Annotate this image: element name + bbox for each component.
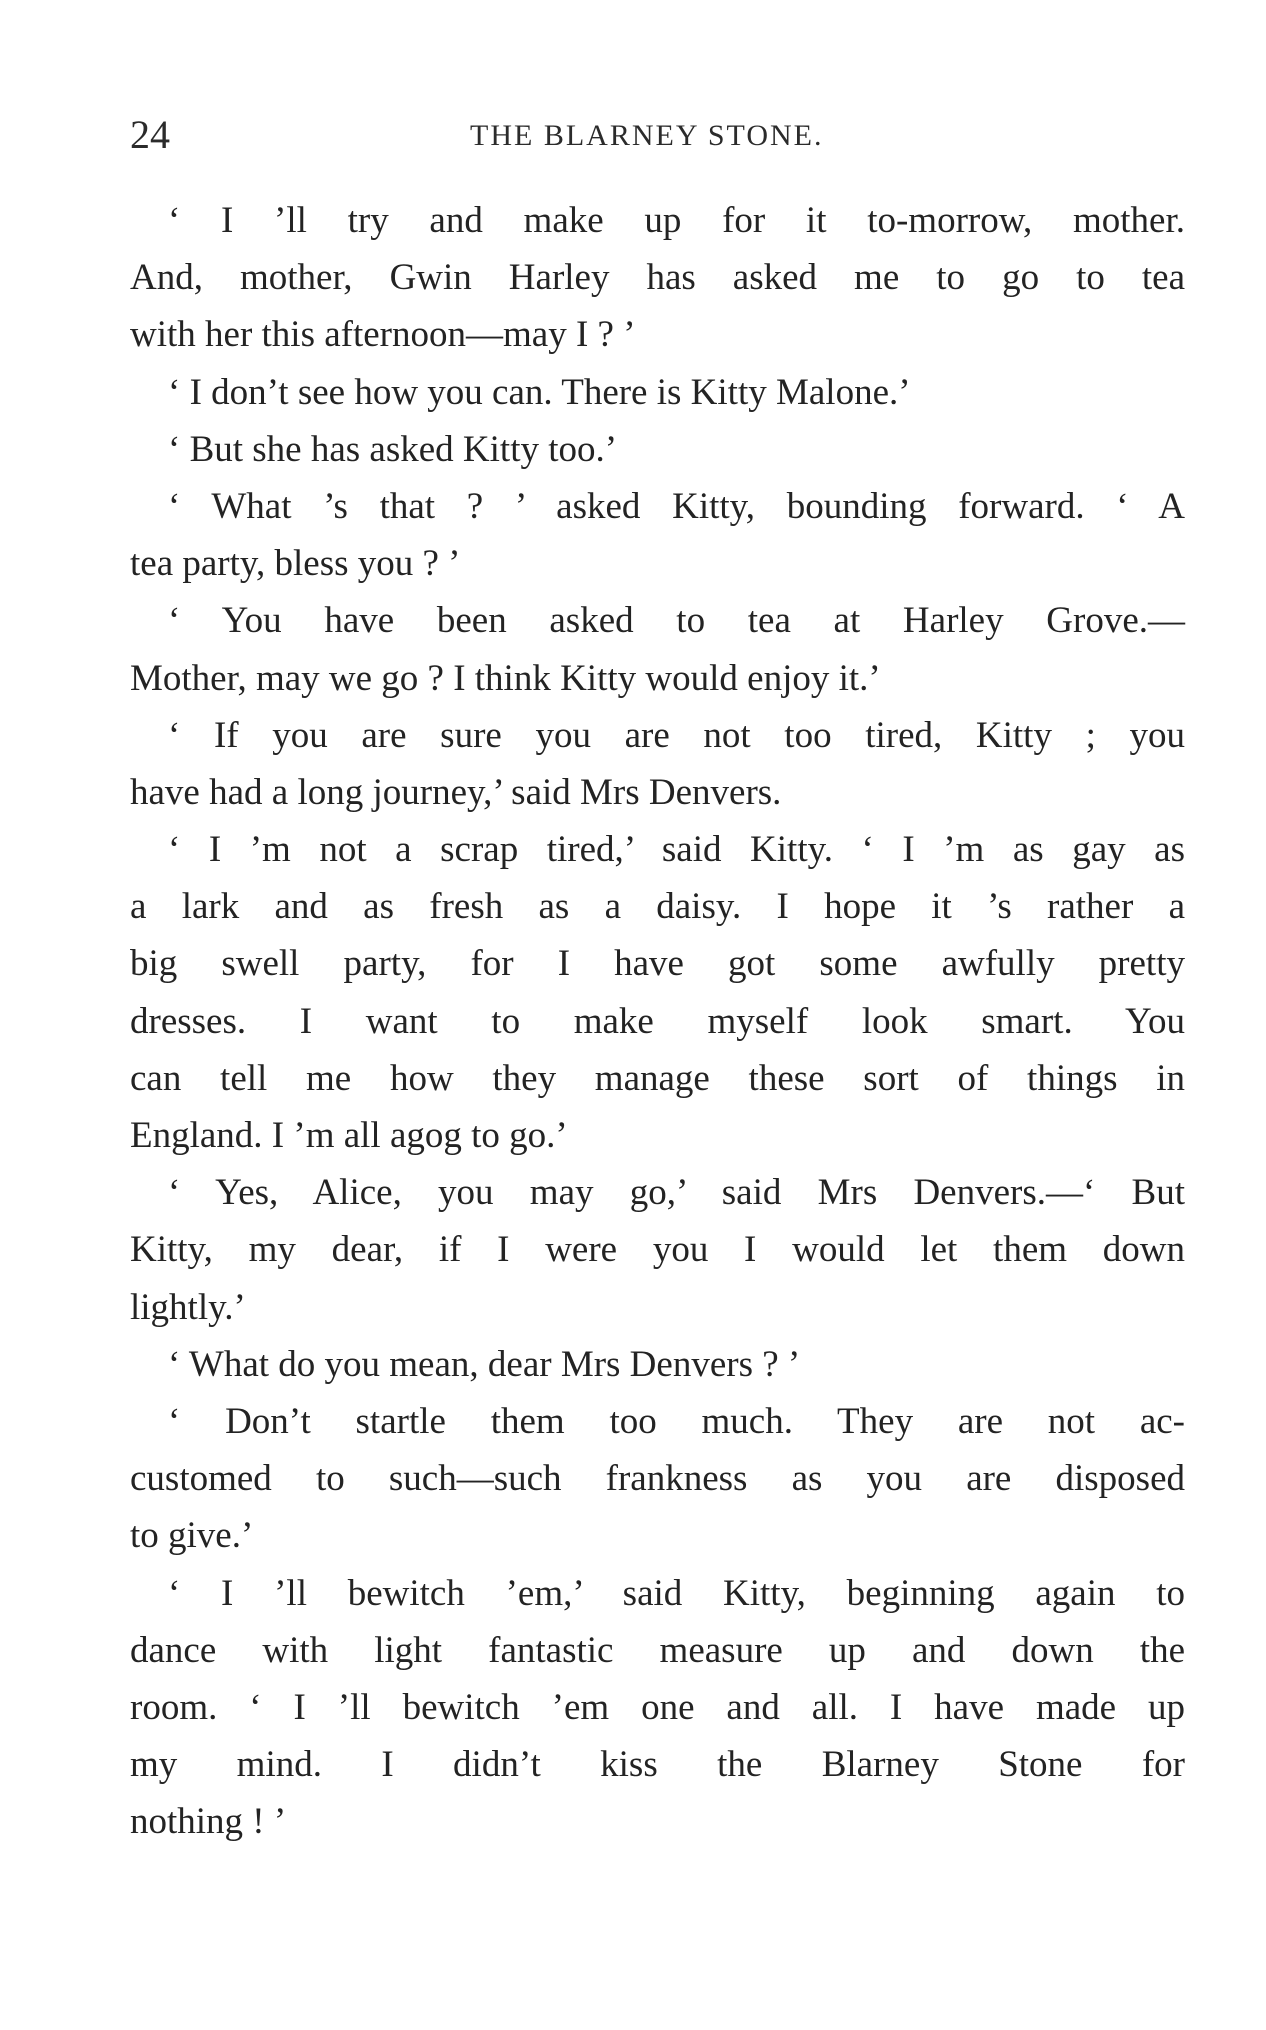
text-line: And, mother, Gwin Harley has asked me to go to tea [130,257,1185,299]
text-line: tea party, bless you ? ’ [130,543,461,585]
text-line: my mind. I didn’t kiss the Blarney Stone for [130,1744,1185,1786]
text-line: can tell me how they manage these sort of things in [130,1057,1185,1099]
text-line: ‘ Don’t startle them too much. They are not ac- [168,1400,1185,1442]
text-line: ‘ You have been asked to tea at Harley Grove.— [168,600,1185,642]
text-line: ‘ I ’ll bewitch ’em,’ said Kitty, beginning again to [168,1572,1185,1614]
text-line: ‘ What ’s that ? ’ asked Kitty, bounding forward. ‘ A [168,485,1185,527]
text-line: with her this afternoon—may I ? ’ [130,314,636,356]
text-line: ‘ I ’ll try and make up for it to-morrow, mother. [168,200,1185,241]
text-line: Mother, may we go ? I think Kitty would enjoy it.’ [130,657,881,699]
text-line: England. I ’m all agog to go.’ [130,1115,568,1156]
text-line: customed to such—such frankness as you are disposed [130,1458,1185,1500]
text-line: dance with light fantastic measure up and down the [130,1629,1185,1671]
page-number: 24 [130,112,170,157]
text-line: ‘ I don’t see how you can. There is Kitty Malone.’ [168,371,911,413]
text-line: dresses. I want to make myself look smart. You [130,1000,1185,1042]
text-line: a lark and as fresh as a daisy. I hope it ’s rather a [130,886,1185,928]
text-line: big swell party, for I have got some awfully pretty [130,943,1185,985]
text-line: ‘ What do you mean, dear Mrs Denvers ? ’ [168,1343,801,1385]
text-line: to give.’ [130,1515,254,1557]
text-line: Kitty, my dear, if I were you I would let them down [130,1229,1185,1271]
body-text [130,192,1185,1850]
text-line: room. ‘ I ’ll bewitch ’em one and all. I have made up [130,1686,1185,1728]
text-line: ‘ But she has asked Kitty too.’ [168,428,618,470]
text-line: lightly.’ [130,1286,246,1328]
text-line: ‘ I ’m not a scrap tired,’ said Kitty. ‘ I ’m as gay as [168,829,1185,871]
running-title: THE BLARNEY STONE. [470,119,824,152]
text-line: ‘ If you are sure you are not too tired, Kitty ; you [168,714,1185,756]
text-line: ‘ Yes, Alice, you may go,’ said Mrs Denvers.—‘ But [168,1172,1185,1214]
running-head [130,110,1185,160]
text-line: have had a long journey,’ said Mrs Denvers. [130,771,782,813]
text-line: nothing ! ’ [130,1801,287,1843]
